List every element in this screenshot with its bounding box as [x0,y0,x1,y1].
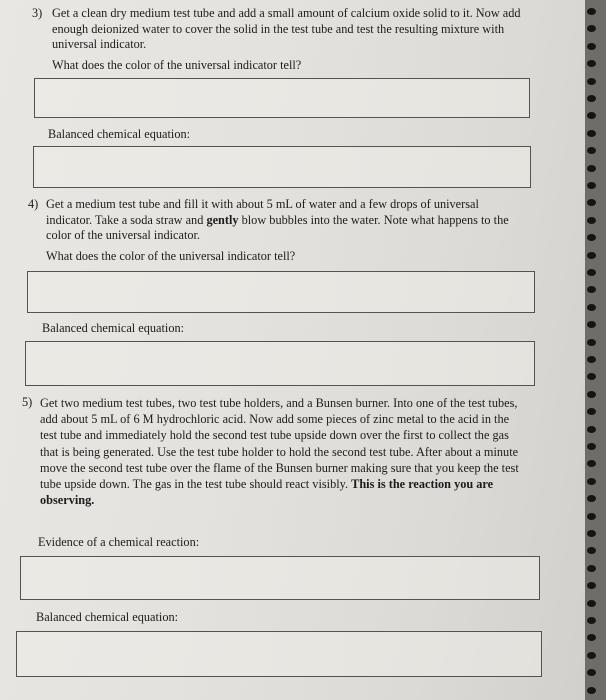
spiral-binding [585,0,606,700]
binding-ring [587,25,596,32]
binding-ring [587,269,596,276]
binding-ring [587,356,596,363]
binding-ring [587,321,596,328]
question-4-instructions-part2: blow bubbles into the water. Note what happens to the color of the universal indicator. [46,212,509,242]
binding-ring [587,165,596,172]
binding-ring [587,60,596,67]
question-3 [32,6,532,54]
binding-ring [587,669,596,676]
binding-ring [587,443,596,450]
question-4-equation-answer-box[interactable] [25,341,535,386]
question-5-evidence-prompt: Evidence of a chemical reaction: [38,535,200,549]
question-5-equation-answer-box[interactable] [16,631,542,677]
question-5-evidence-answer-box[interactable] [20,556,540,600]
question-4 [28,197,532,245]
binding-ring [587,217,596,224]
question-3-indicator-prompt: What does the color of the universal indicator tell? [52,58,302,72]
binding-ring [587,373,596,380]
binding-ring [587,634,596,641]
question-3-indicator-answer-box[interactable] [34,78,530,118]
question-5-number: 5) [22,395,33,409]
binding-ring [587,687,596,694]
binding-ring [587,513,596,520]
binding-ring [587,600,596,607]
question-4-instructions-bold: gently [206,212,239,227]
binding-ring [587,582,596,589]
binding-ring [587,426,596,433]
binding-ring [587,112,596,119]
question-4-instructions [46,197,524,244]
binding-ring [587,182,596,189]
binding-ring [587,95,596,102]
binding-ring [587,530,596,537]
binding-ring [587,43,596,50]
question-4-indicator-answer-box[interactable] [27,271,535,313]
binding-ring [587,130,596,137]
question-4-instructions-part1: Get a medium test tube and fill it with about 5 mL of water and a few drops of universal indicator. Take a soda straw and [46,197,479,227]
binding-ring [587,304,596,311]
binding-ring [587,339,596,346]
question-4-number: 4) [28,197,39,211]
binding-ring [587,478,596,485]
binding-ring [587,391,596,398]
binding-ring [587,78,596,85]
binding-ring [587,617,596,624]
question-3-equation-prompt: Balanced chemical equation: [48,127,191,141]
binding-ring [587,286,596,293]
question-5 [22,395,530,527]
binding-ring [587,147,596,154]
binding-ring [587,199,596,206]
question-5-equation-prompt: Balanced chemical equation: [36,610,179,624]
binding-ring [587,547,596,554]
binding-ring [587,495,596,502]
question-3-equation-answer-box[interactable] [33,146,531,188]
question-5-instructions-bold: This is the reaction you are observing. [40,477,494,508]
question-5-instructions [40,395,526,508]
binding-ring [587,234,596,241]
binding-ring [587,252,596,259]
binding-ring [587,408,596,415]
question-3-instructions: Get a clean dry medium test tube and add a small amount of calcium oxide solid to it. Now add enough deionized water to cover the solid in the test tube and test the resulting mixture with universal indicator. [52,6,521,51]
binding-ring [587,8,596,15]
question-3-number: 3) [32,6,43,20]
binding-ring [587,565,596,572]
question-4-equation-prompt: Balanced chemical equation: [42,321,185,335]
binding-ring [587,652,596,659]
question-4-indicator-prompt: What does the color of the universal indicator tell? [46,249,296,263]
question-5-instructions-text: Get two medium test tubes, two test tube holders, and a Bunsen burner. Into one of the test tubes, add about 5 mL of 6 M hydrochloric acid. Now add some pieces of zinc metal to the acid in the test tube and immediately hold the second test tube upside down over the first to collect the gas that is being generated. Use the test tube holder to hold the second test tube. After about a minute move the second test tube over the flame of the Bunsen burner making sure that you keep the test tube upside down. The gas in the test tube should react visibly. [40,396,519,492]
binding-ring [587,460,596,467]
